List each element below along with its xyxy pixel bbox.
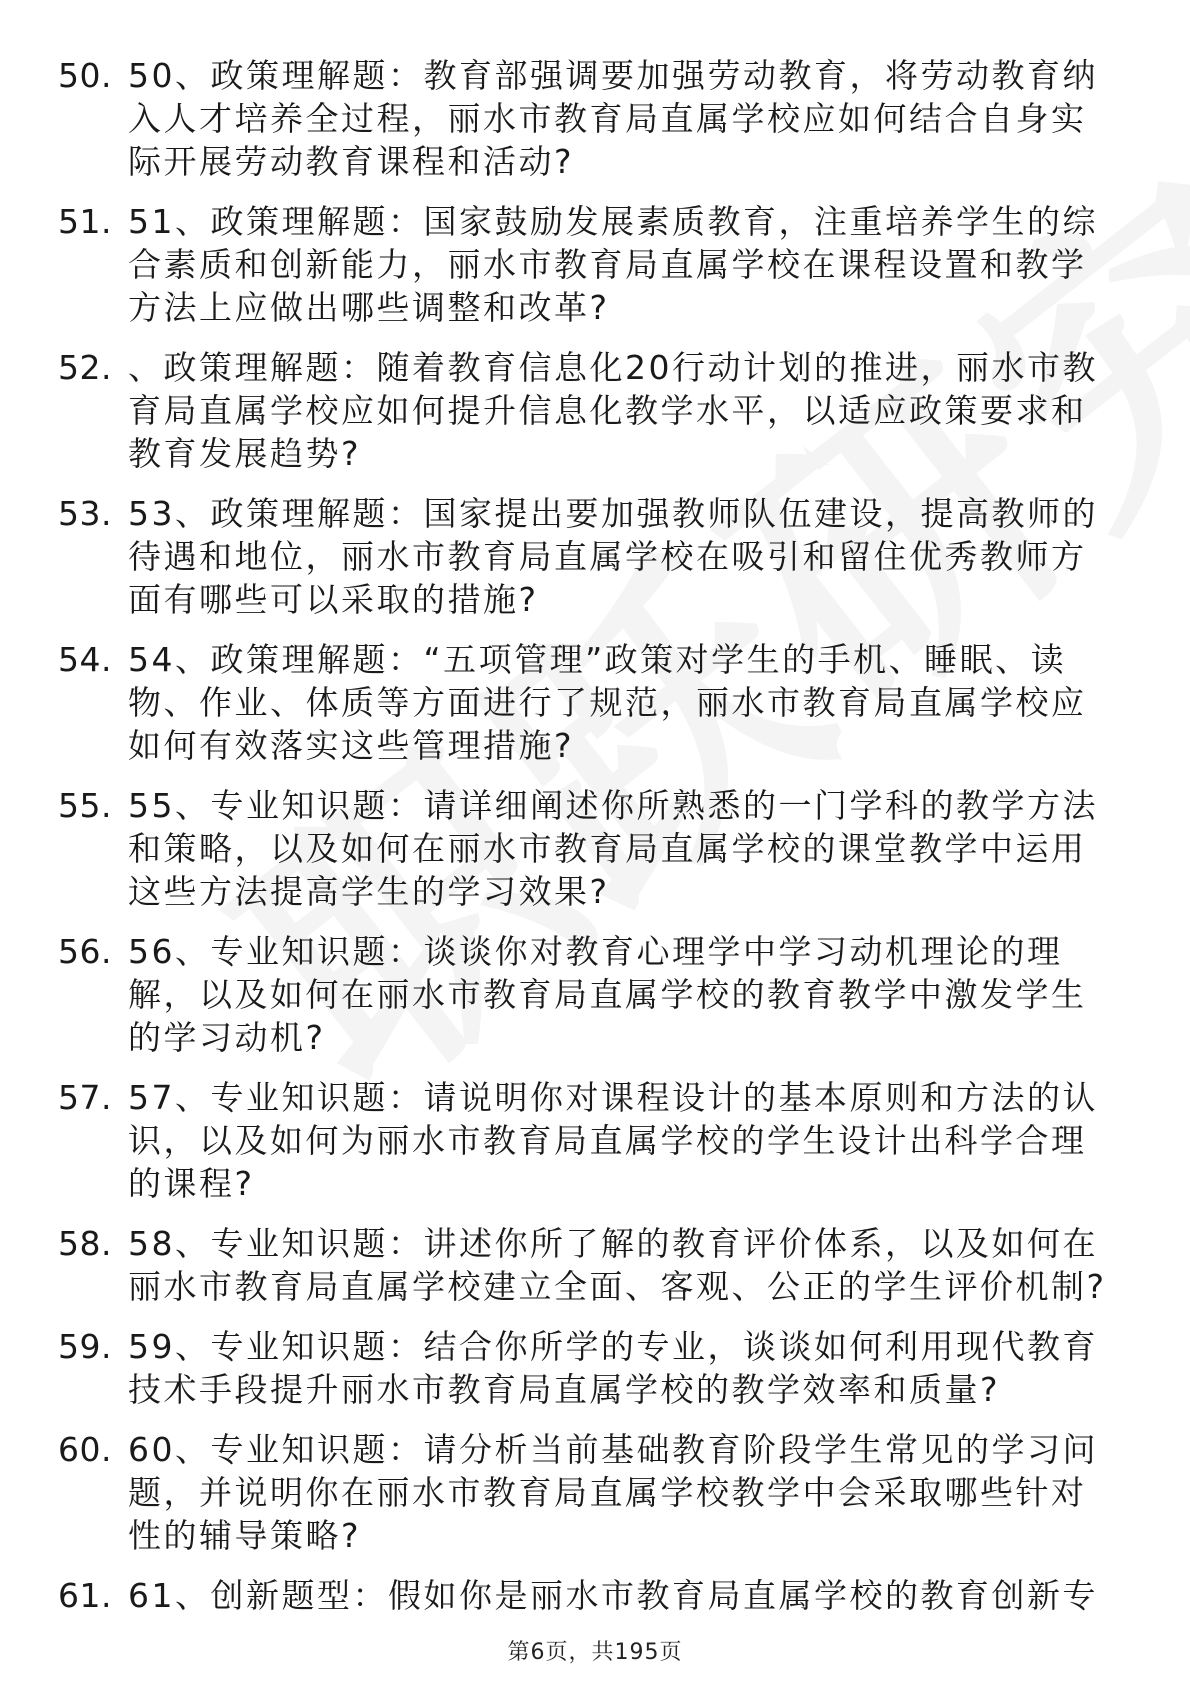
question-text: 50、政策理解题：教育部强调要加强劳动教育，将劳动教育纳入人才培养全过程，丽水市教育局直属学校应如何结合自身实际开展劳动教育课程和活动? xyxy=(128,56,1098,181)
question-number: 51. xyxy=(58,202,112,241)
question-number: 55. xyxy=(58,786,112,825)
question-number: 58. xyxy=(58,1224,112,1263)
question-number: 52. xyxy=(58,348,112,387)
page-footer: 第6页，共195页 xyxy=(507,1640,683,1665)
list-item xyxy=(0,200,1190,329)
question-text: 60、专业知识题：请分析当前基础教育阶段学生常见的学习问题，并说明你在丽水市教育局直属学校教学中会采取哪些针对性的辅导策略? xyxy=(128,1430,1098,1555)
question-number: 54. xyxy=(58,640,112,679)
question-number: 56. xyxy=(58,932,112,971)
question-text: 53、政策理解题：国家提出要加强教师队伍建设，提高教师的待遇和地位，丽水市教育局直属学校在吸引和留住优秀教师方面有哪些可以采取的措施? xyxy=(128,494,1098,619)
list-item xyxy=(0,1222,1190,1308)
question-text: 61、创新题型：假如你是丽水市教育局直属学校的教育创新专 xyxy=(128,1576,1098,1615)
list-item xyxy=(0,784,1190,913)
question-text: 、政策理解题：随着教育信息化20行动计划的推进，丽水市教育局直属学校应如何提升信息化教学水平，以适应政策要求和教育发展趋势? xyxy=(128,348,1098,473)
question-number: 59. xyxy=(58,1327,112,1366)
list-item xyxy=(0,346,1190,475)
question-text: 55、专业知识题：请详细阐述你所熟悉的一门学科的教学方法和策略，以及如何在丽水市教育局直属学校的课堂教学中运用这些方法提高学生的学习效果? xyxy=(128,786,1098,911)
question-number: 50. xyxy=(58,56,112,95)
list-item xyxy=(0,54,1190,183)
list-item xyxy=(0,1428,1190,1557)
question-text: 51、政策理解题：国家鼓励发展素质教育，注重培养学生的综合素质和创新能力，丽水市教育局直属学校在课程设置和教学方法上应做出哪些调整和改革? xyxy=(128,202,1098,327)
question-number: 57. xyxy=(58,1078,112,1117)
question-text: 56、专业知识题：谈谈你对教育心理学中学习动机理论的理解，以及如何在丽水市教育局直属学校的教育教学中激发学生的学习动机? xyxy=(128,932,1087,1057)
list-item xyxy=(0,492,1190,621)
list-item xyxy=(0,638,1190,767)
question-text: 59、专业知识题：结合你所学的专业，谈谈如何利用现代教育技术手段提升丽水市教育局直属学校的教学效率和质量? xyxy=(128,1327,1098,1409)
question-number: 61. xyxy=(58,1576,112,1615)
question-list xyxy=(0,54,1190,1634)
question-text: 57、专业知识题：请说明你对课程设计的基本原则和方法的认识，以及如何为丽水市教育局直属学校的学生设计出科学合理的课程? xyxy=(128,1078,1098,1203)
list-item xyxy=(0,1325,1190,1411)
question-number: 53. xyxy=(58,494,112,533)
list-item xyxy=(0,930,1190,1059)
question-text: 58、专业知识题：讲述你所了解的教育评价体系，以及如何在丽水市教育局直属学校建立全面、客观、公正的学生评价机制? xyxy=(128,1224,1107,1306)
question-number: 60. xyxy=(58,1430,112,1469)
list-item xyxy=(0,1574,1190,1617)
list-item xyxy=(0,1076,1190,1205)
question-text: 54、政策理解题：“五项管理”政策对学生的手机、睡眠、读物、作业、体质等方面进行了规范，丽水市教育局直属学校应如何有效落实这些管理措施? xyxy=(128,640,1087,765)
